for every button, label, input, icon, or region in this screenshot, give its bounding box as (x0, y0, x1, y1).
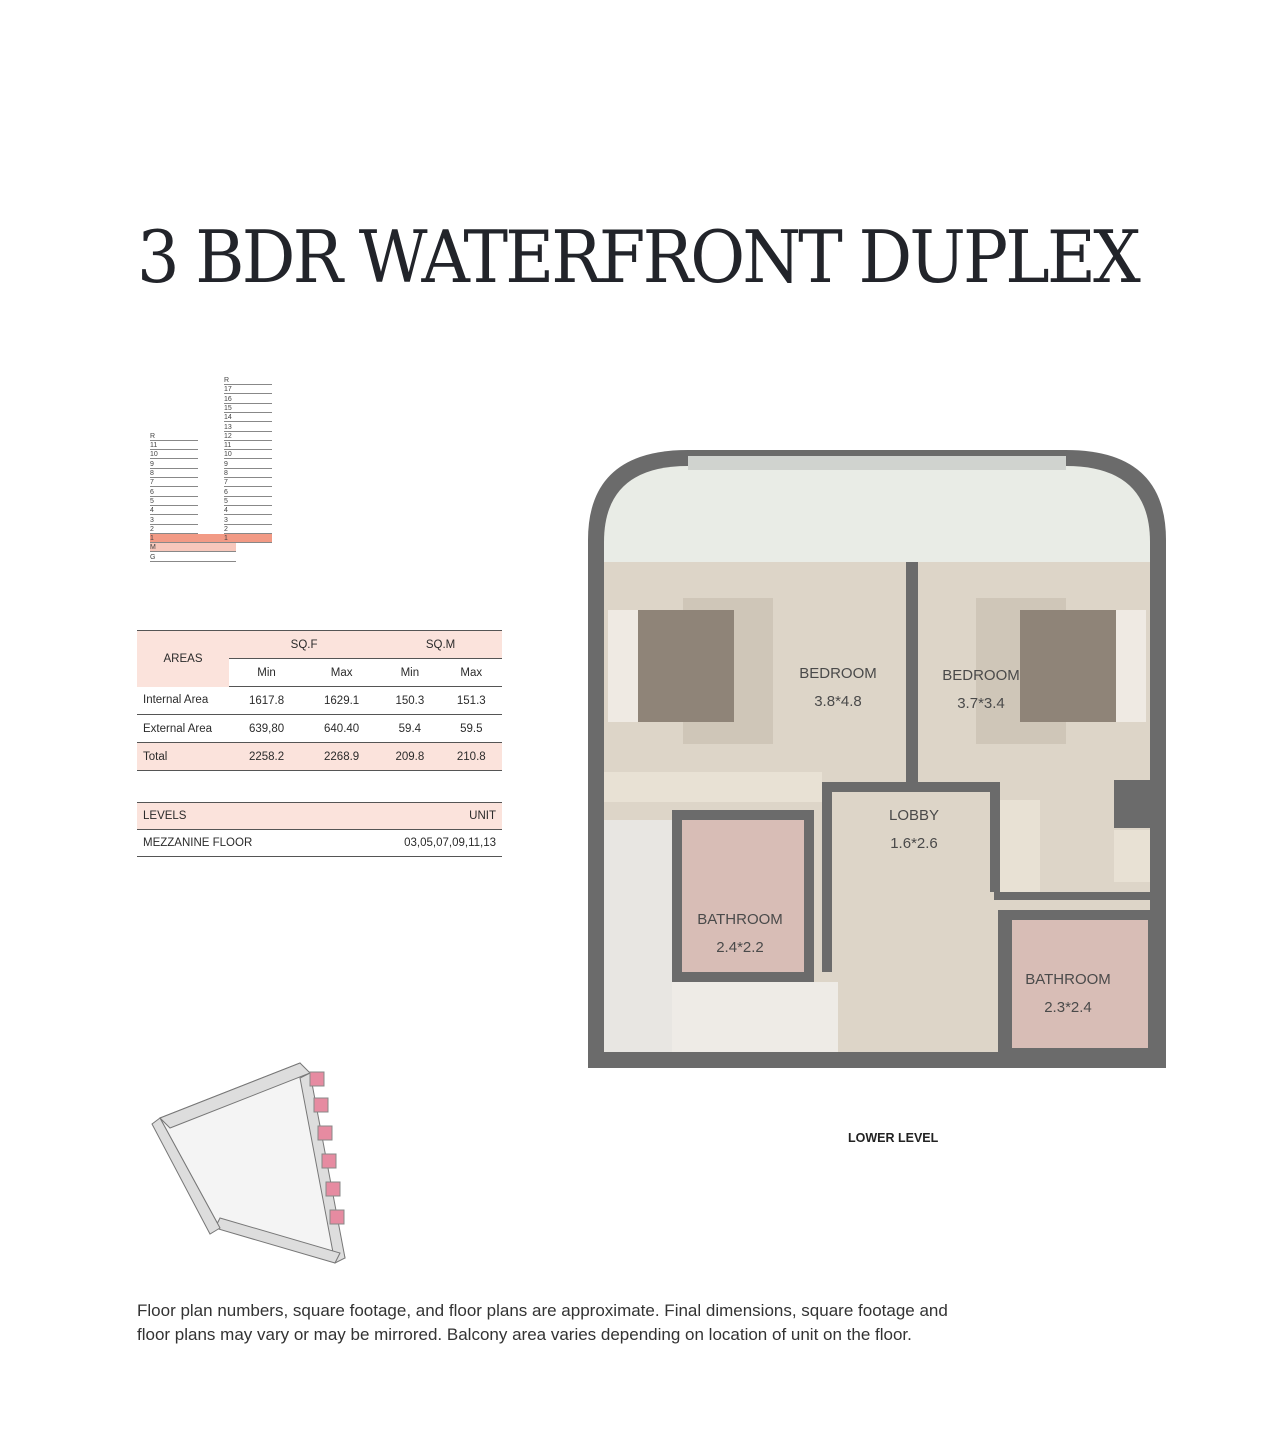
level-label: 1 (224, 535, 228, 543)
cell: 1617.8 (229, 687, 304, 715)
level-label: 8 (224, 470, 228, 477)
row-label: Total (137, 743, 229, 771)
level-row-right (224, 376, 272, 385)
levels-header: LEVELS (137, 803, 334, 830)
cell: 59.5 (441, 715, 502, 743)
room-label-bedroom-1 (778, 660, 898, 716)
room-label-bathroom-1 (680, 906, 800, 962)
level-row-right (224, 423, 272, 432)
level-label: R (150, 432, 156, 440)
level-row-right (224, 478, 272, 487)
room-name: BATHROOM (1025, 971, 1111, 988)
cell: 2258.2 (229, 743, 304, 771)
level-row-right (224, 488, 272, 497)
areas-header: AREAS (137, 631, 229, 687)
cell: 59.4 (379, 715, 440, 743)
room-name: LOBBY (888, 807, 940, 824)
level-row-left (150, 432, 198, 441)
cell: 210.8 (441, 743, 502, 771)
level-row-left (150, 450, 198, 459)
room-name: BATHROOM (697, 911, 783, 928)
level-row-right (224, 385, 272, 394)
subheader-min: Min (379, 659, 440, 687)
level-row-right (224, 395, 272, 404)
table-row-total (137, 743, 502, 771)
plan-caption: LOWER LEVEL (848, 1131, 939, 1145)
level-row-right (224, 497, 272, 506)
level-label: 17 (224, 386, 232, 394)
level-label: 9 (224, 460, 228, 468)
level-row-right (224, 506, 272, 515)
subheader-max: Max (304, 659, 379, 687)
cell: 209.8 (379, 743, 440, 771)
site-key-plan-drawing (150, 1058, 360, 1268)
level-label: 11 (150, 442, 158, 450)
room-size: 3.8*4.8 (814, 693, 862, 710)
level-row-right (224, 469, 272, 478)
subheader-max: Max (441, 659, 502, 687)
unit-header: UNIT (334, 803, 502, 830)
level-row-right (224, 460, 272, 469)
level-label: 16 (224, 395, 232, 403)
level-row-right (224, 450, 272, 459)
level-name: MEZZANINE FLOOR (137, 830, 334, 857)
disclaimer-text: Floor plan numbers, square footage, and floor plans are approximate. Final dimensions, square footage and floor plans may vary or may be mirrored. Balcony area varies depending on location of unit on the floor. (137, 1301, 948, 1344)
level-row-left (150, 525, 198, 534)
level-label: 2 (224, 525, 228, 533)
level-row-left (150, 460, 198, 469)
row-label: External Area (137, 715, 229, 743)
floor-plan (588, 450, 1166, 1068)
level-label: 6 (224, 488, 228, 496)
level-label: 7 (150, 479, 154, 487)
room-size: 1.6*2.6 (890, 835, 938, 852)
cell: 640.40 (304, 715, 379, 743)
level-row-left (150, 506, 198, 515)
cell: 2268.9 (304, 743, 379, 771)
subheader-min: Min (229, 659, 304, 687)
cell: 1629.1 (304, 687, 379, 715)
level-label: 4 (150, 507, 154, 515)
room-size: 3.7*3.4 (957, 695, 1005, 712)
level-label: 2 (150, 525, 154, 533)
level-row-right (224, 441, 272, 450)
building-levels-diagram (150, 376, 275, 566)
room-label-bedroom-2 (921, 662, 1041, 718)
room-label-bathroom-2 (1008, 966, 1128, 1022)
level-label: 9 (150, 460, 154, 468)
level-label: 13 (224, 423, 232, 431)
level-label: 7 (224, 479, 228, 487)
room-name: BEDROOM (942, 667, 1020, 684)
level-line (224, 542, 272, 543)
level-row-left (150, 441, 198, 450)
units-table (137, 802, 502, 857)
level-label: M (150, 544, 156, 552)
table-row (137, 715, 502, 743)
level-label: R (224, 377, 230, 384)
level-row-left (150, 516, 198, 525)
level-label: 10 (224, 451, 232, 459)
room-name: BEDROOM (799, 665, 877, 682)
room-size: 2.3*2.4 (1044, 999, 1092, 1016)
level-label: 4 (224, 507, 228, 515)
unit-numbers: 03,05,07,09,11,13 (334, 830, 502, 857)
level-label: 5 (150, 497, 154, 505)
level-row-right (224, 413, 272, 422)
sqf-header: SQ.F (229, 631, 379, 659)
row-label: Internal Area (137, 687, 229, 715)
level-row-left (150, 497, 198, 506)
areas-table (137, 630, 502, 771)
cell: 150.3 (379, 687, 440, 715)
level-label: 3 (150, 516, 154, 524)
level-line (150, 561, 236, 562)
sqm-header: SQ.M (379, 631, 502, 659)
table-row (137, 687, 502, 715)
level-label: 6 (150, 488, 154, 496)
level-label: 8 (150, 470, 154, 477)
site-key-plan (150, 1058, 360, 1268)
level-row-left (150, 543, 236, 552)
level-row-left (150, 553, 236, 562)
level-label: 11 (224, 442, 232, 450)
level-label: 1 (150, 535, 154, 543)
room-size: 2.4*2.2 (716, 939, 764, 956)
room-label-lobby (854, 802, 974, 858)
level-label: G (150, 553, 156, 561)
level-row-right (224, 432, 272, 441)
level-row-right (224, 404, 272, 413)
level-row-left (150, 478, 198, 487)
level-label: 15 (224, 404, 232, 412)
level-row-right (224, 516, 272, 525)
level-label: 5 (224, 497, 228, 505)
level-label: 14 (224, 414, 232, 422)
level-label: 10 (150, 451, 158, 459)
page-title: 3 BDR WATERFRONT DUPLEX (137, 215, 1138, 299)
cell: 639,80 (229, 715, 304, 743)
level-label: 12 (224, 432, 232, 440)
level-row-right (224, 525, 272, 534)
level-row-right (224, 534, 272, 543)
level-row-left (150, 488, 198, 497)
level-row-left (150, 469, 198, 478)
cell: 151.3 (441, 687, 502, 715)
level-label: 3 (224, 516, 228, 524)
